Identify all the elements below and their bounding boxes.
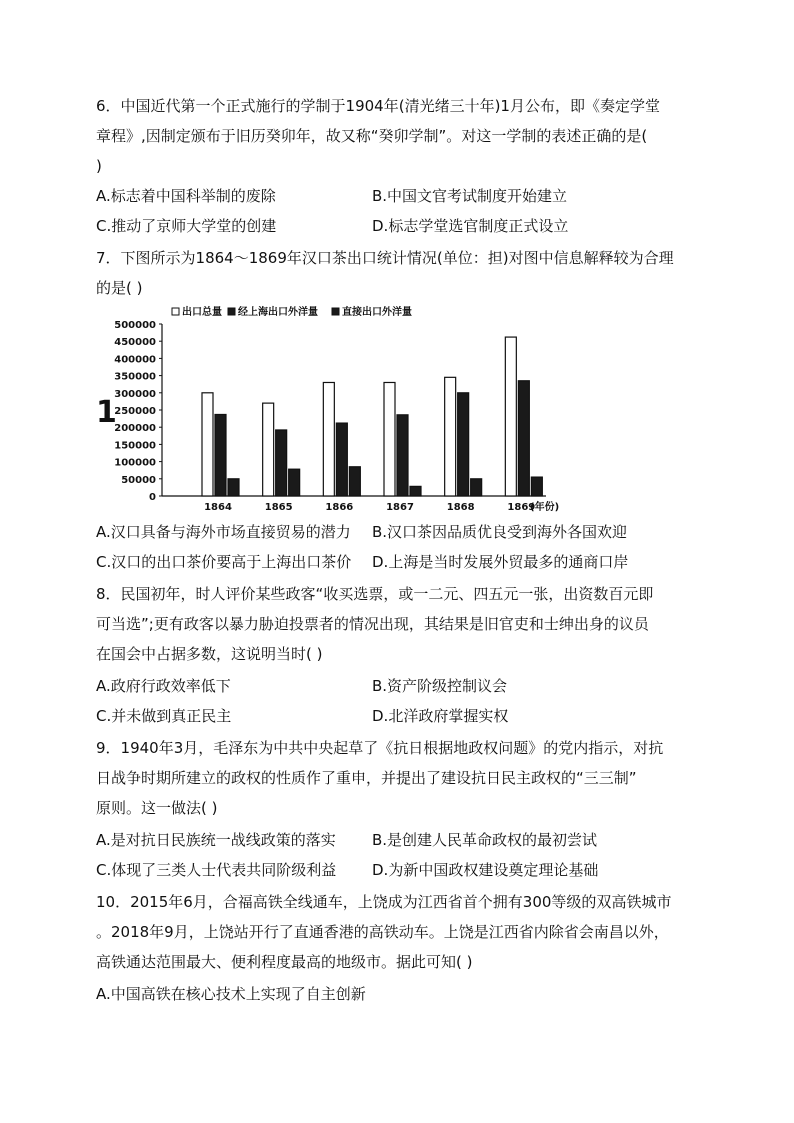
q6-stem-line-2: 章程》,因制定颁布于旧历癸卯年，故又称“癸卯学制”。对这一学制的表述正确的是( bbox=[96, 127, 648, 145]
bar bbox=[397, 415, 408, 496]
y-tick-label: 0 bbox=[149, 492, 156, 503]
legend-swatch bbox=[332, 308, 339, 315]
q9-stem-line-1: 9．1940年3月，毛泽东为中共中央起草了《抗日根据地政权问题》的党内指示，对抗 bbox=[96, 739, 664, 757]
legend-swatch bbox=[228, 308, 235, 315]
q8-stem-line-3: 在国会中占据多数，这说明当时( ) bbox=[96, 645, 323, 663]
bar bbox=[505, 337, 516, 496]
bar bbox=[323, 382, 334, 496]
q8-option-a: A.政府行政效率低下 bbox=[96, 677, 231, 695]
y-tick-label: 400000 bbox=[114, 354, 156, 366]
bar bbox=[384, 382, 395, 496]
q7-option-d: D.上海是当时发展外贸最多的通商口岸 bbox=[372, 553, 629, 571]
bar bbox=[518, 381, 529, 496]
legend-label: 出口总量 bbox=[182, 307, 222, 318]
q7-stem-line-1: 7．下图所示为1864～1869年汉口茶出口统计情况(单位：担)对图中信息解释较为合理 bbox=[96, 249, 674, 267]
bar bbox=[471, 479, 482, 496]
q9-option-b: B.是创建人民革命政权的最初尝试 bbox=[372, 831, 598, 849]
q10-stem-line-1: 10．2015年6月，合福高铁全线通车，上饶成为江西省首个拥有300等级的双高铁城市 bbox=[96, 893, 672, 911]
q9-option-d: D.为新中国政权建设奠定理论基础 bbox=[372, 861, 599, 879]
q10-option-a: A.中国高铁在核心技术上实现了自主创新 bbox=[96, 985, 366, 1003]
q7-option-b: B.汉口茶因品质优良受到海外各国欢迎 bbox=[372, 523, 628, 541]
tea-export-bar-chart bbox=[96, 302, 566, 514]
q8-stem-line-2: 可当选”;更有政客以暴力胁迫投票者的情况出现，其结果是旧官吏和士绅出身的议员 bbox=[96, 615, 649, 633]
bar bbox=[202, 393, 213, 496]
x-tick-label: 1864 bbox=[204, 502, 232, 513]
bar bbox=[531, 477, 542, 496]
legend-swatch bbox=[172, 308, 179, 315]
y-tick-label: 50000 bbox=[121, 474, 156, 486]
q6-option-c: C.推动了京师大学堂的创建 bbox=[96, 217, 277, 235]
x-tick-label: 1867 bbox=[386, 502, 414, 513]
y-tick-label: 150000 bbox=[114, 440, 156, 452]
q6-stem-line-1: 6．中国近代第一个正式施行的学制于1904年(清光绪三十年)1月公布，即《奏定学堂 bbox=[96, 97, 660, 115]
q10-stem-line-2: 。2018年9月，上饶站开行了直通香港的高铁动车。上饶是江西省内除省会南昌以外， bbox=[96, 923, 669, 941]
x-tick-label: 1869 bbox=[507, 502, 536, 513]
q10-stem-line-3: 高铁通达范围最大、便利程度最高的地级市。据此可知( ) bbox=[96, 953, 473, 971]
q9-option-c: C.体现了三类人士代表共同阶级利益 bbox=[96, 861, 337, 879]
q9-stem-line-2: 日战争时期所建立的政权的性质作了重申，并提出了建设抗日民主政权的“三三制” bbox=[96, 769, 637, 787]
q9-stem-line-3: 原则。这一做法( ) bbox=[96, 799, 218, 817]
q7-stem-line-2: 的是( ) bbox=[96, 279, 143, 297]
x-tick-label: 1866 bbox=[325, 502, 354, 513]
q6-option-a: A.标志着中国科举制的废除 bbox=[96, 187, 276, 205]
y-tick-label: 100000 bbox=[114, 457, 156, 469]
q6-stem-line-3: ) bbox=[96, 157, 102, 175]
bar bbox=[445, 377, 456, 496]
x-tick-label: 1868 bbox=[446, 502, 475, 513]
q9-option-a: A.是对抗日民族统一战线政策的落实 bbox=[96, 831, 336, 849]
bar bbox=[228, 479, 239, 496]
bar bbox=[215, 414, 226, 496]
q7-option-c: C.汉口的出口茶价要高于上海出口茶价 bbox=[96, 553, 352, 571]
bar bbox=[276, 430, 287, 496]
y-tick-label: 250000 bbox=[114, 406, 156, 417]
q6-option-b: B.中国文官考试制度开始建立 bbox=[372, 187, 568, 205]
y-tick-label: 200000 bbox=[114, 423, 156, 435]
y-tick-label: 300000 bbox=[114, 388, 156, 400]
q8-option-c: C.并未做到真正民主 bbox=[96, 707, 232, 725]
bar bbox=[289, 469, 300, 496]
y-tick-label: 350000 bbox=[114, 371, 156, 383]
bar bbox=[263, 403, 274, 496]
q8-option-d: D.北洋政府掌握实权 bbox=[372, 707, 509, 725]
q6-option-d: D.标志学堂选官制度正式设立 bbox=[372, 217, 569, 235]
x-axis-label: (年份) bbox=[530, 502, 560, 513]
q8-stem-line-1: 8．民国初年，时人评价某些政客“收买选票，或一二元、四五元一张，出资数百元即 bbox=[96, 585, 654, 603]
bar bbox=[410, 486, 421, 496]
q8-option-b: B.资产阶级控制议会 bbox=[372, 677, 508, 695]
legend-label: 经上海出口外洋量 bbox=[238, 307, 318, 318]
chart-side-mark: 1 bbox=[96, 395, 117, 430]
bar bbox=[336, 423, 347, 496]
bar bbox=[458, 393, 469, 496]
legend-label: 直接出口外洋量 bbox=[342, 307, 412, 318]
y-tick-label: 500000 bbox=[114, 320, 156, 331]
bar bbox=[349, 467, 360, 496]
q7-option-a: A.汉口具备与海外市场直接贸易的潜力 bbox=[96, 523, 351, 541]
x-tick-label: 1865 bbox=[264, 502, 293, 513]
y-tick-label: 450000 bbox=[114, 337, 156, 349]
